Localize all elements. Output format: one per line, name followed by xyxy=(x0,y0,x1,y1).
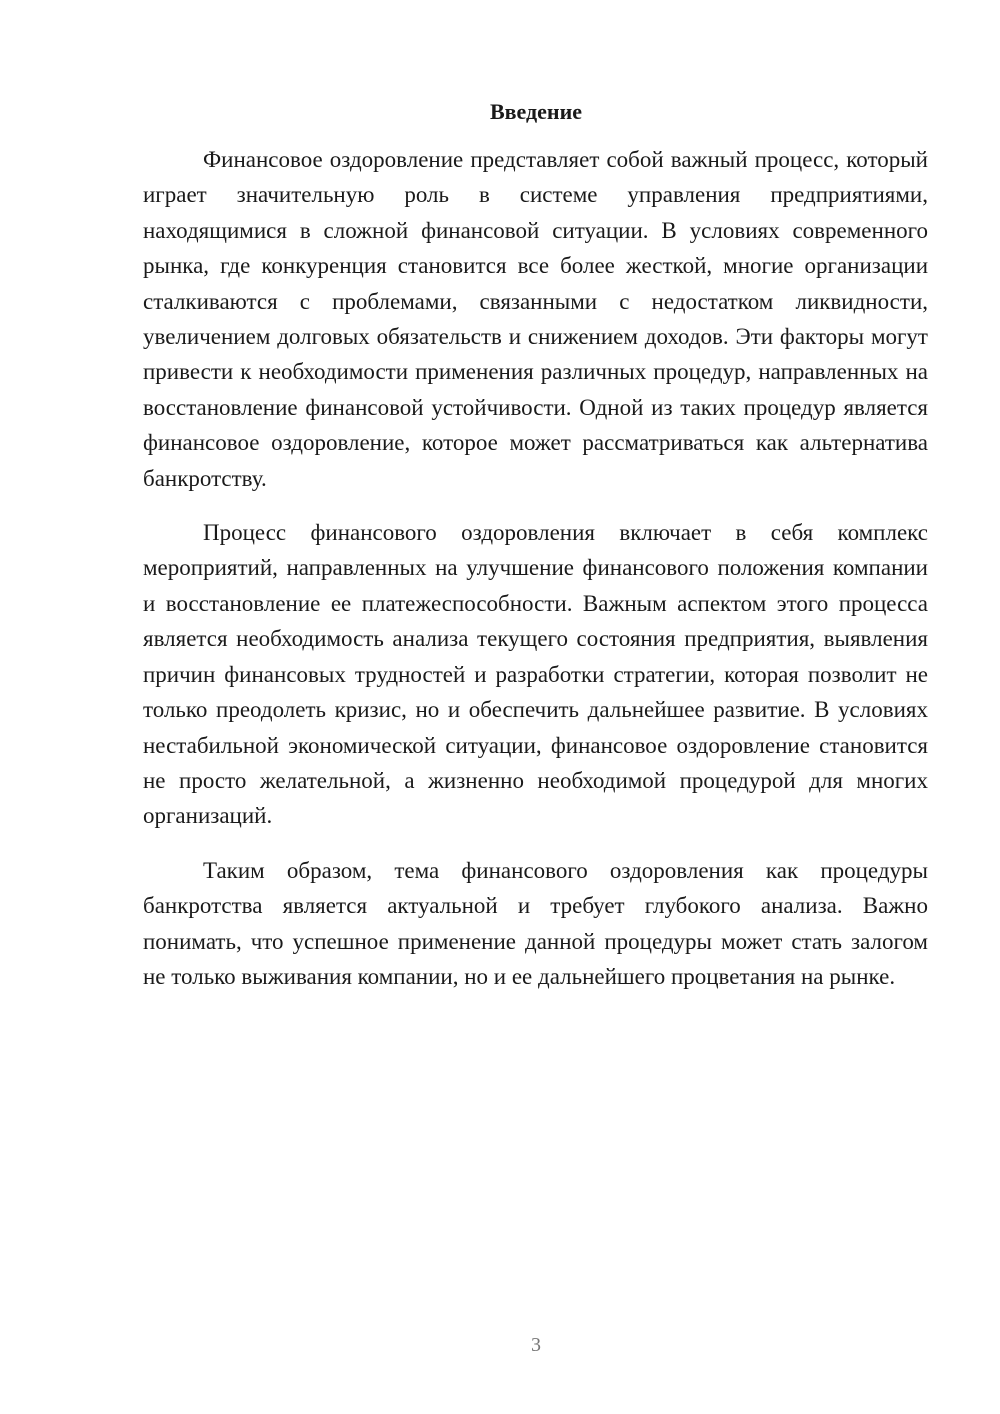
body-text xyxy=(143,142,928,1013)
paragraph-2: Процесс финансового оздоровления включает в себя комплекс мероприятий, направленных на улучшение финансового положения компании и восстановление ее платежеспособности. Важным аспектом этого процесса является необходимость анализа текущего состояния предприятия, выявления причин финансовых трудностей и разработки стратегии, которая позволит не только преодолеть кризис, но и обеспечить дальнейшее развитие. В условиях нестабильной экономической ситуации, финансовое оздоровление становится не просто желательной, а жизненно необходимой процедурой для многих организаций. xyxy=(143,520,928,829)
paragraph-3: Таким образом, тема финансового оздоровления как процедуры банкротства является актуальной и требует глубокого анализа. Важно понимать, что успешное применение данной процедуры может стать залогом не только выживания компании, но и ее дальнейшего процветания на рынке. xyxy=(143,857,928,989)
page-number: 3 xyxy=(531,1334,541,1356)
page-title: Введение xyxy=(489,99,583,124)
paragraph-1: Финансовое оздоровление представляет собой важный процесс, который играет значительную роль в системе управления предприятиями, находящимися в сложной финансовой ситуации. В условиях современного рынка, где конкуренция становится все более жесткой, многие организации сталкиваются с проблемами, связанными с недостатком ликвидности, увеличением долговых обязательств и снижением доходов. Эти факторы могут привести к необходимости применения различных процедур, направленных на восстановление финансовой устойчивости. Одной из таких процедур является финансовое оздоровление, которое может рассматриваться как альтернатива банкротству. xyxy=(143,147,928,491)
